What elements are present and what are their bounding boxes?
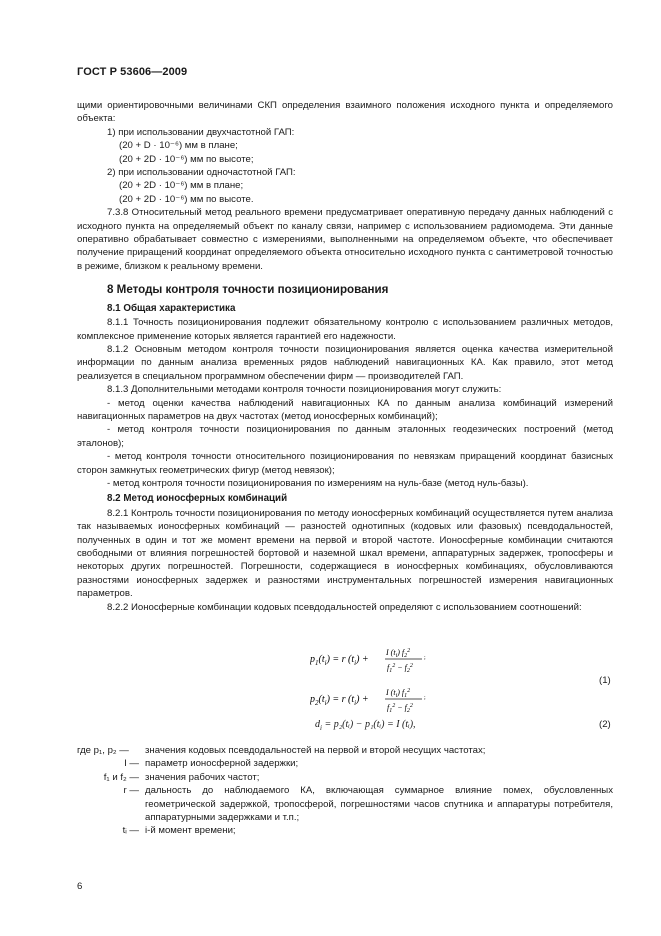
list-subitem: (20 + D · 10⁻⁶) мм в плане;: [119, 140, 238, 152]
equation-2-rhs: = p₂(tᵢ) − p₁(tᵢ) = I (tᵢ),: [324, 719, 416, 730]
equation-1: [310, 645, 430, 725]
svg-text:p2(ti) = r (ti) +: $p_2(t_i) = r$ $(t_i)$ +: [310, 694, 369, 707]
legend-row: [77, 771, 613, 784]
document-header: ГОСТ Р 53606—2009: [77, 66, 188, 78]
legend-definition: дальность до наблюдаемого КА, включающая суммарное влияние помех, обусловленных геометрической задержкой, тропосферой, погрешностями часов спутника и аппаратуры потребителя, аппаратурными задержками и т.п.;: [145, 785, 613, 824]
legend-term: f₁ и f₂ —: [103, 771, 139, 783]
paragraph-8-2-2: 8.2.2 Ионосферные комбинации кодовых псевдодальностей определяют с использованием соотношений:: [107, 601, 582, 613]
method-list-item: - метод контроля точности позиционирования по измерениям на нуль-базе (метод нуль-базы).: [107, 477, 529, 489]
method-list-item: - метод контроля точности относительного позиционирования по невязкам приращений координат базисных сторон замкнутых геометрических фигур (метод невязок);: [77, 451, 613, 476]
list-item: 2) при использовании одночастотной ГАП:: [107, 167, 296, 179]
svg-text:p1(ti) = r (ti) +: $p_1(t_i) = r$ $(t_i)$ +: [310, 654, 369, 667]
list-subitem: (20 + 2D · 10⁻⁶) мм в плане;: [119, 180, 244, 192]
equation-2: [315, 719, 416, 732]
paragraph-8-1-1: 8.1.1 Точность позиционирования подлежит обязательному контролю с использованием различных методов, комплексное применение которых является гарантией его надежности.: [77, 317, 613, 342]
page-number: 6: [77, 881, 83, 892]
section-8-title: 8 Методы контроля точности позиционирования: [107, 283, 389, 297]
legend-term: tᵢ —: [122, 825, 139, 837]
svg-text:;: ;: [424, 695, 426, 701]
paragraph-7-3-8: 7.3.8 Относительный метод реального времени предусматривает оперативную передачу данных наблюдений с исходного пункта на определяемый объект по каналу связи, например с использованием радиомодема. Эти данные оперативно обрабатывает совместно с измерениями, выполненными на определяемом объекте, что обеспечивает получение приращений координат определяемого объекта относительно исходного пункта с сантиметровой точностью в режиме, близком к реальному времени.: [77, 207, 613, 272]
paragraph-8-1-2: 8.1.2 Основным методом контроля точности позиционирования является оценка качества измерительной информации по данным анализа временных рядов наблюдений навигационных КА. Как правило, этот метод реализуется в специальном программном обеспечении фирм — производителей ГАП.: [77, 343, 613, 382]
paragraph-8-1-3: 8.1.3 Дополнительными методами контроля точности позиционирования могут служить:: [107, 384, 502, 396]
legend-row: [77, 757, 613, 770]
legend-row: [77, 784, 613, 824]
equation-1-number: (1): [599, 675, 611, 686]
legend-row: [77, 824, 613, 837]
equation-2-number: (2): [599, 719, 611, 730]
list-subitem: (20 + 2D · 10⁻⁶) мм по высоте;: [119, 153, 254, 165]
list-subitem: (20 + 2D · 10⁻⁶) мм по высоте.: [119, 193, 254, 205]
legend-definition: i-й момент времени;: [145, 825, 236, 837]
legend-row: [77, 744, 613, 757]
paragraph-8-2-1: 8.2.1 Контроль точности позиционирования по методу ионосферных комбинаций осуществляется путем анализа так называемых ионосферных комбинаций — разностей однотипных (кодовых или фазовых) псевдодальностей, полученных в один и тот же момент времени на первой и второй частоте. Ионосферные комбинации считаются свободными от влияния погрешностей бортовой и наземной шкал времени, аппаратурных задержек, тропосферы и некоторых других погрешностей. Погрешности, содержащиеся в ионосферных комбинациях, обусловливаются разностями ионосферных задержек и разностями инструментальных погрешностей измерения навигационных параметров.: [77, 507, 613, 600]
legend-definition: значения кодовых псевдодальностей на первой и второй несущих частотах;: [145, 745, 486, 756]
svg-text:I (ti) f22: I $(t_i)$ $f_2^2$: [386, 648, 411, 659]
subsection-8-2-title: 8.2 Метод ионосферных комбинаций: [107, 493, 288, 505]
legend-term: где p₁, p₂ —: [77, 745, 129, 756]
svg-text:;: ;: [424, 655, 426, 661]
equation-2-lhs: $d_i$: [315, 719, 322, 732]
svg-text:f12 − f22: $f_1^2 - f_2^2$: [387, 663, 413, 674]
svg-text:f12 − f22: $f_1^2 - f_2^2$: [387, 703, 413, 714]
legend-definition: параметр ионосферной задержки;: [145, 758, 299, 770]
svg-text:I (ti) f12: I $(t_i)$ $f_1^2$: [386, 688, 411, 699]
legend-definition: значения рабочих частот;: [145, 771, 260, 783]
list-item: 1) при использовании двухчастотной ГАП:: [107, 126, 295, 138]
legend-term: I —: [124, 758, 139, 770]
symbol-legend: [77, 744, 613, 838]
method-list-item: - метод контроля точности позиционирования по данным эталонных геодезических построений (метод эталонов);: [77, 424, 613, 449]
subsection-8-1-title: 8.1 Общая характеристика: [107, 302, 236, 314]
method-list-item: - метод оценки качества наблюдений навигационных КА по данным анализа комбинаций измерений навигационных параметров на двух частотах (метод ионосферных комбинаций);: [77, 397, 613, 422]
document-body: [77, 99, 613, 614]
paragraph-continued: щими ориентировочными величинами СКП определения взаимного положения исходного пункта и определяемого объекта:: [77, 100, 613, 125]
legend-term: r —: [123, 785, 139, 797]
